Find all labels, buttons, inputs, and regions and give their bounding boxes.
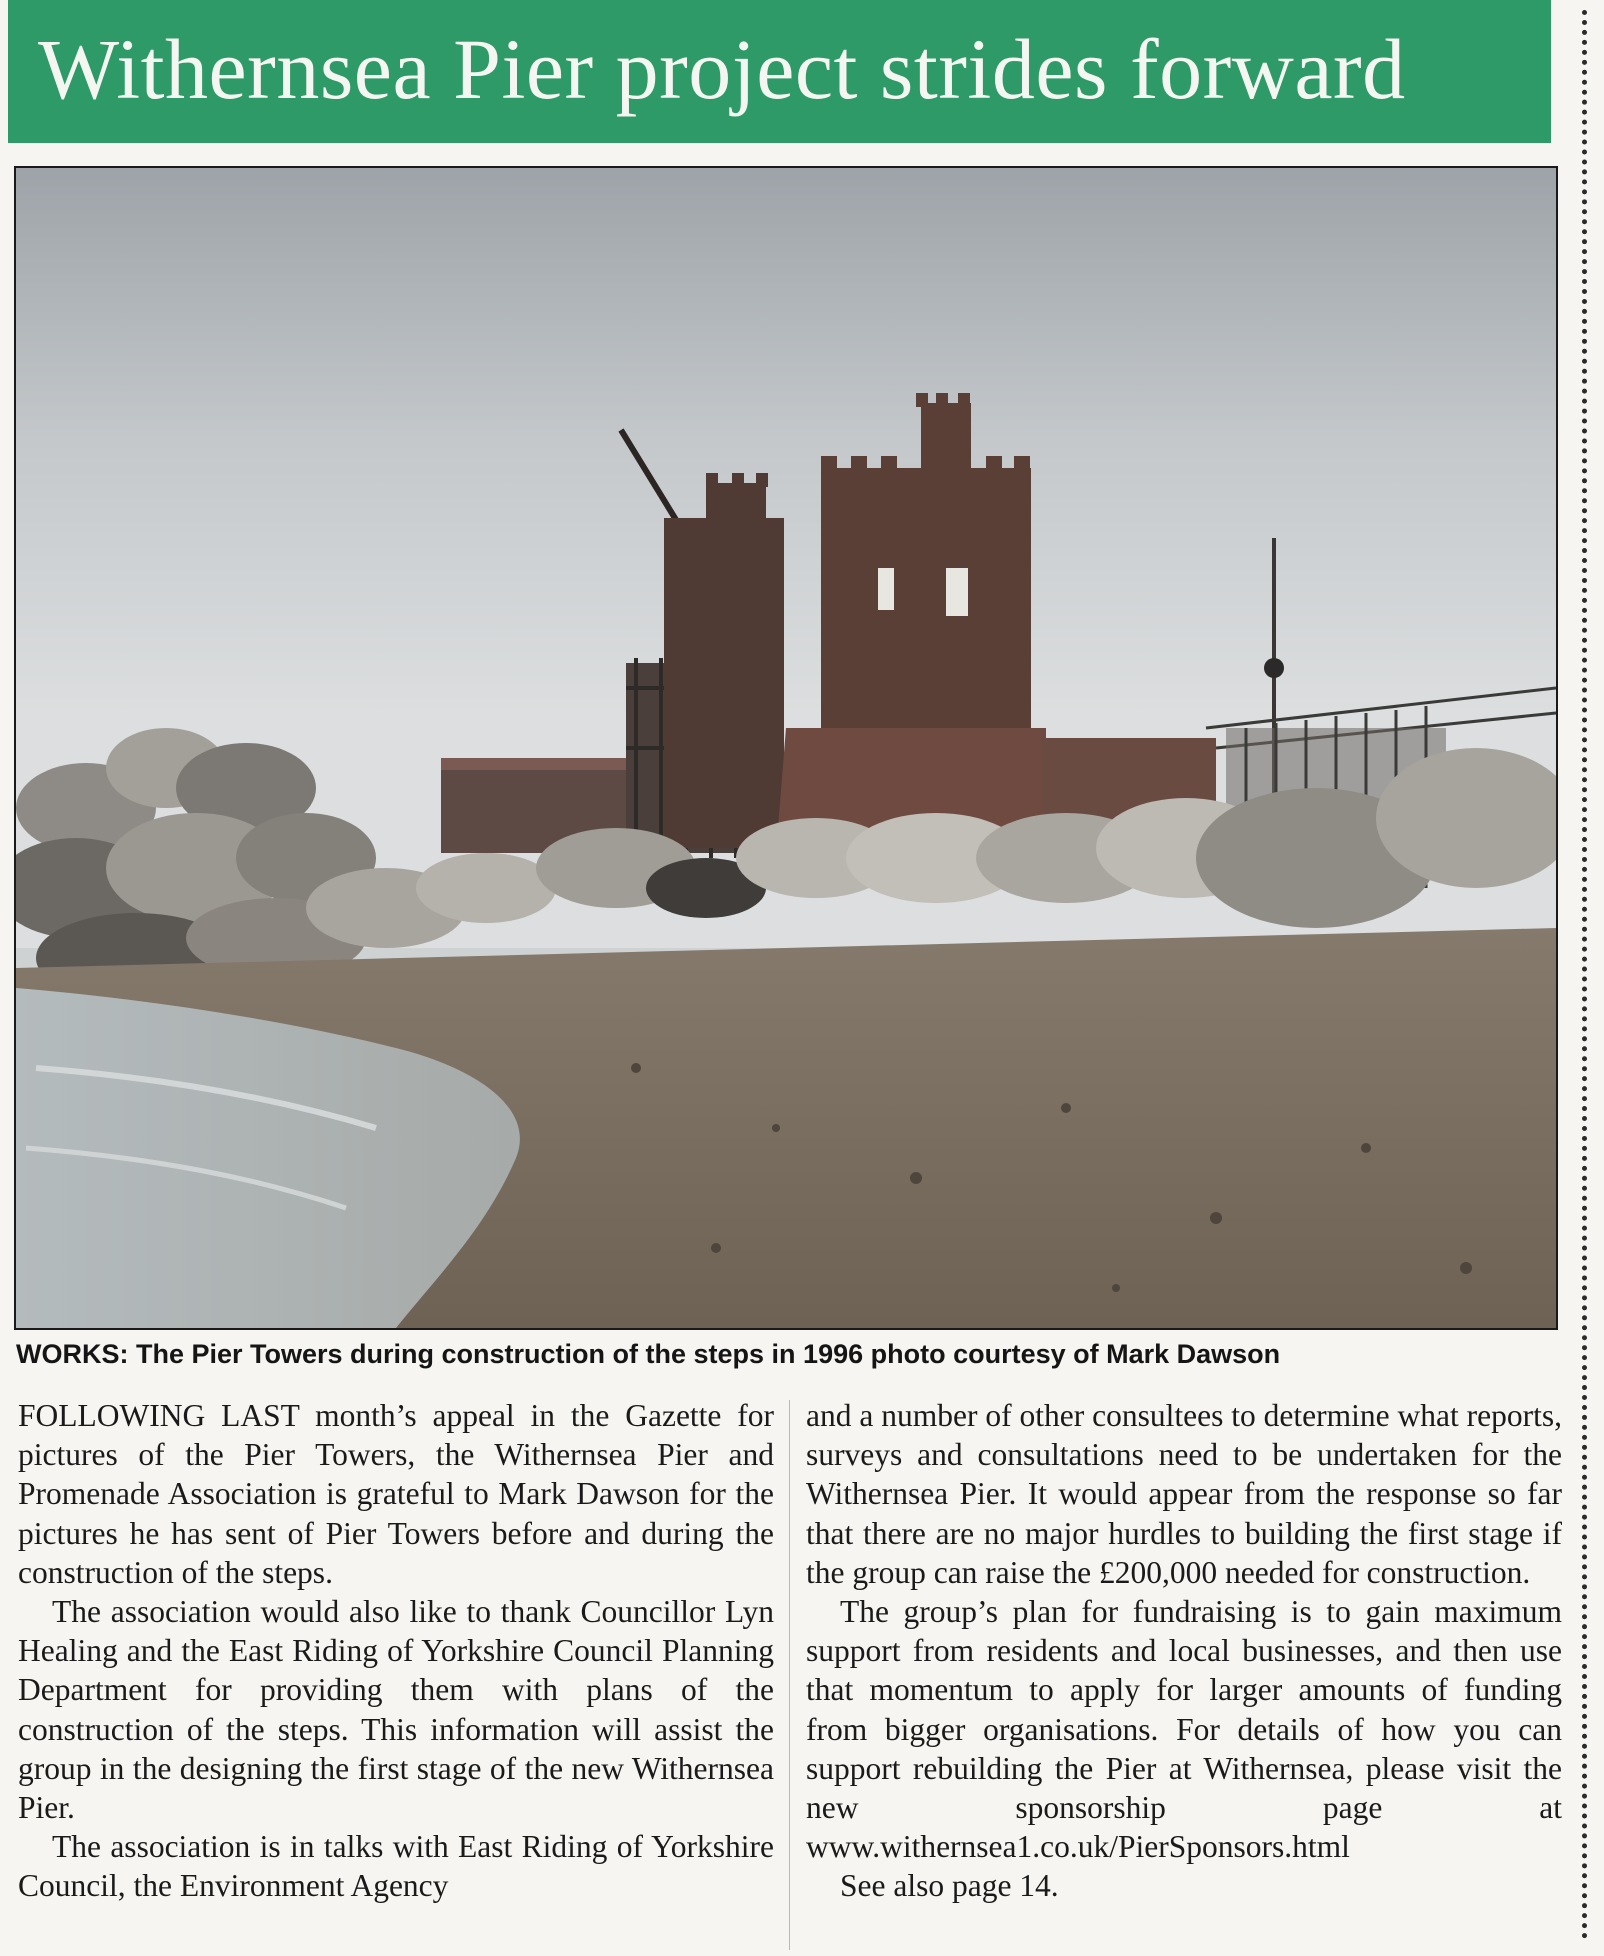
photo-caption: WORKS: The Pier Towers during construction of the steps in 1996 photo courtesy of Mark Dawson [16,1339,1281,1369]
paragraph: The association is in talks with East Riding of Yorkshire Council, the Environment Agency [18,1829,774,1904]
headline-banner [8,0,1551,143]
photo-illustration [16,168,1556,1328]
left-tower [664,473,784,848]
article-column-right [806,1396,1562,1906]
column-divider [789,1400,790,1950]
dotted-column-rule [1582,10,1587,1940]
paragraph: The association would also like to thank Councillor Lyn Healing and the East Riding of Yorkshire Council Planning Department for providing them with plans of the construction of the steps. This information will assist the group in the designing the first stage of the new Withernsea Pier. [18,1594,774,1826]
see-also-note: See also page 14. [840,1868,1059,1904]
paragraph: and a number of other consultees to determine what reports, surveys and consultations need to be undertaken for the Withernsea Pier. It would appear from the response so far that there are no major hurdles to building the first stage if the group can raise the £200,000 needed for construction. [806,1398,1562,1590]
article-column-left [18,1396,774,1906]
headline: Withernsea Pier project strides forward [38,21,1406,117]
paragraph: FOLLOWING LAST month’s appeal in the Gazette for pictures of the Pier Towers, the Withernsea Pier and Promenade Association is grateful to Mark Dawson for the pictures he has sent of Pier Towers before and during the construction of the steps. [18,1398,774,1590]
pier-towers-photo [14,166,1558,1330]
paragraph: The group’s plan for fundraising is to gain maximum support from residents and local businesses, and then use that momentum to apply for larger amounts of funding from bigger organisations. For details of how you can support rebuilding the Pier at Withernsea, please visit the new sponsorship page at www.withernsea1.co.uk/PierSponsors.html [806,1594,1562,1865]
